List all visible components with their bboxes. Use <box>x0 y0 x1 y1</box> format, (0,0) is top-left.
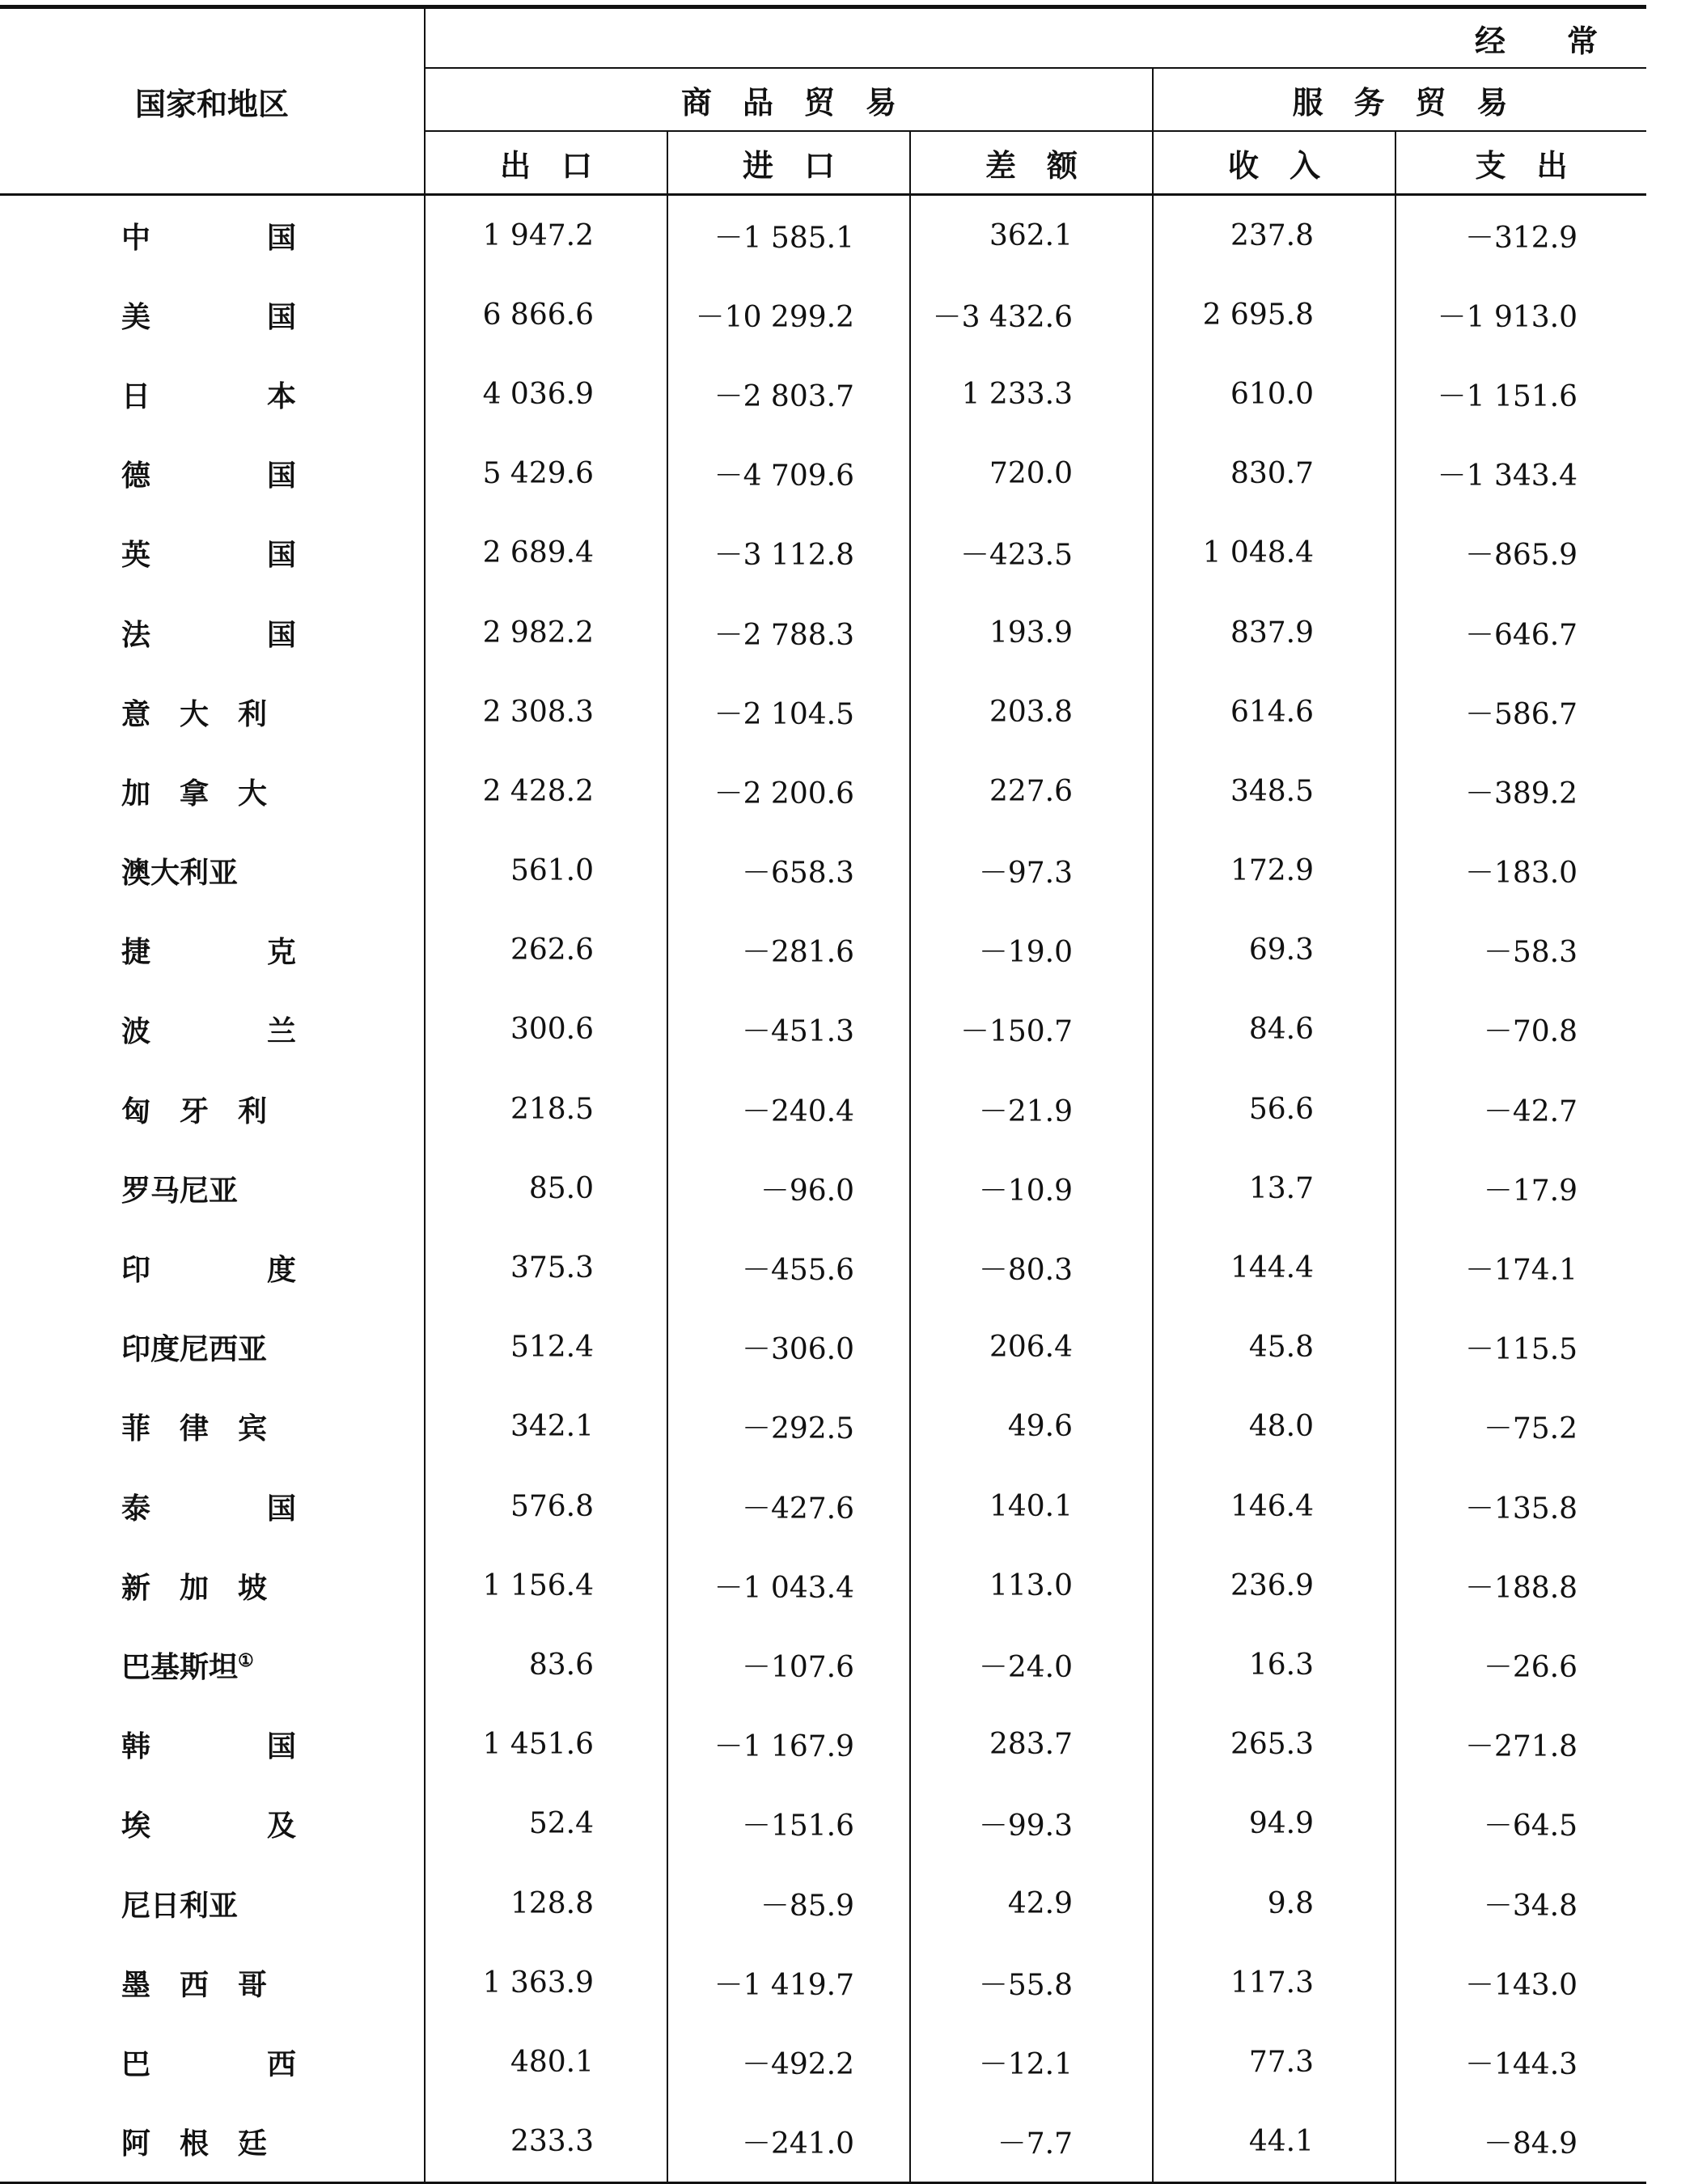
expense-value: －865.9 <box>1464 539 1578 573</box>
country-name <box>0 2102 425 2183</box>
country-label: 巴基斯坦 <box>121 1649 239 1684</box>
balance-value: 49.6 <box>910 1387 1153 1467</box>
table-row <box>0 2102 1646 2183</box>
export-value: 218.5 <box>425 1069 667 1149</box>
country-label: 英 国 <box>121 538 297 573</box>
import-header: 进 口 <box>667 131 910 195</box>
balance-value: 203.8 <box>910 672 1153 751</box>
import-value: －281.6 <box>667 911 910 990</box>
country-name <box>0 1864 425 1943</box>
export-value: 2 428.2 <box>425 751 667 831</box>
country-label: 印 度 <box>121 1253 297 1288</box>
import-value: －10 299.2 <box>667 275 910 354</box>
import-value: －2 104.5 <box>667 672 910 751</box>
expense-value: －174.1 <box>1464 1254 1578 1288</box>
expense-value: －34.8 <box>1483 1889 1578 1923</box>
country-name <box>0 990 425 1069</box>
balance-value: －150.7 <box>910 990 1153 1069</box>
country-label: 墨 西 哥 <box>121 1967 268 2002</box>
income-value: 48.0 <box>1153 1387 1395 1467</box>
country-name <box>0 1308 425 1387</box>
expense-value: －1 343.4 <box>1437 459 1578 493</box>
country-label: 泰 国 <box>121 1491 297 1526</box>
table-row <box>0 1625 1646 1704</box>
income-value: 13.7 <box>1153 1149 1395 1228</box>
import-value: －241.0 <box>667 2102 910 2183</box>
expense-value: －188.8 <box>1464 1571 1578 1605</box>
import-value: －96.0 <box>667 1149 910 1228</box>
export-value: 1 363.9 <box>425 1943 667 2022</box>
export-value: 5 429.6 <box>425 434 667 514</box>
services-trade-header: 服 务 贸 易 <box>1153 68 1646 131</box>
export-value: 83.6 <box>425 1625 667 1704</box>
table-row <box>0 1308 1646 1387</box>
income-value: 236.9 <box>1153 1546 1395 1625</box>
balance-value: 42.9 <box>910 1864 1153 1943</box>
country-name <box>0 751 425 831</box>
balance-value: 227.6 <box>910 751 1153 831</box>
balance-value: －3 432.6 <box>910 275 1153 354</box>
income-value: 16.3 <box>1153 1625 1395 1704</box>
income-value: 84.6 <box>1153 990 1395 1069</box>
expense-value: －42.7 <box>1483 1094 1578 1128</box>
expense-value: －64.5 <box>1483 1809 1578 1843</box>
export-value: 6 866.6 <box>425 275 667 354</box>
country-label: 法 国 <box>121 617 297 652</box>
import-value: －3 112.8 <box>667 514 910 593</box>
import-value: －240.4 <box>667 1069 910 1149</box>
country-name <box>0 1228 425 1307</box>
expense-value: －586.7 <box>1464 697 1578 731</box>
export-value: 512.4 <box>425 1308 667 1387</box>
import-value: －2 200.6 <box>667 751 910 831</box>
country-label: 日 本 <box>121 379 297 413</box>
country-name <box>0 672 425 751</box>
country-label: 德 国 <box>121 459 297 493</box>
income-value: 144.4 <box>1153 1228 1395 1307</box>
footnote-marker: ① <box>238 1649 254 1671</box>
table-row <box>0 514 1646 593</box>
table-row <box>0 990 1646 1069</box>
balance-value: －19.0 <box>910 911 1153 990</box>
import-value: －455.6 <box>667 1228 910 1307</box>
country-label: 韩 国 <box>121 1729 297 1764</box>
country-name <box>0 1625 425 1704</box>
table-row <box>0 1943 1646 2022</box>
income-value: 94.9 <box>1153 1784 1395 1864</box>
income-value: 117.3 <box>1153 1943 1395 2022</box>
goods-trade-header: 商 品 贸 易 <box>425 68 1153 131</box>
income-value: 172.9 <box>1153 832 1395 911</box>
income-value: 44.1 <box>1153 2102 1395 2183</box>
country-label: 波 兰 <box>121 1014 297 1049</box>
table-row <box>0 434 1646 514</box>
import-value: －151.6 <box>667 1784 910 1864</box>
import-value: －451.3 <box>667 990 910 1069</box>
import-value: －85.9 <box>667 1864 910 1943</box>
balance-value: 1 233.3 <box>910 354 1153 434</box>
import-value: －2 788.3 <box>667 593 910 672</box>
expense-value: －115.5 <box>1464 1333 1578 1367</box>
expense-value: －1 913.0 <box>1437 300 1578 334</box>
import-value: －492.2 <box>667 2022 910 2101</box>
import-value: －4 709.6 <box>667 434 910 514</box>
balance-value: 362.1 <box>910 195 1153 276</box>
expense-value: －389.2 <box>1464 777 1578 811</box>
country-name <box>0 1784 425 1864</box>
expense-value: －70.8 <box>1483 1015 1578 1049</box>
country-name <box>0 434 425 514</box>
export-value: 2 689.4 <box>425 514 667 593</box>
expense-value: －17.9 <box>1483 1174 1578 1208</box>
country-label: 意 大 利 <box>121 696 268 731</box>
table-row <box>0 354 1646 434</box>
country-label: 印度尼西亚 <box>121 1332 268 1367</box>
import-value: －2 803.7 <box>667 354 910 434</box>
import-value: －1 419.7 <box>667 1943 910 2022</box>
country-label: 澳大利亚 <box>121 856 239 891</box>
expense-value: －58.3 <box>1483 936 1578 970</box>
balance-value: －21.9 <box>910 1069 1153 1149</box>
import-value: －1 167.9 <box>667 1705 910 1784</box>
expense-value: －1 151.6 <box>1437 379 1578 413</box>
income-value: 265.3 <box>1153 1705 1395 1784</box>
balance-value: －423.5 <box>910 514 1153 593</box>
table-row <box>0 1784 1646 1864</box>
income-value: 69.3 <box>1153 911 1395 990</box>
expense-value: －271.8 <box>1464 1730 1578 1764</box>
country-label: 新 加 坡 <box>121 1570 268 1605</box>
table-row <box>0 195 1646 276</box>
country-column-header: 国家和地区 <box>0 7 425 195</box>
import-value: －658.3 <box>667 832 910 911</box>
export-value: 480.1 <box>425 2022 667 2101</box>
export-header: 出 口 <box>425 131 667 195</box>
balance-value: －24.0 <box>910 1625 1153 1704</box>
country-name <box>0 195 425 276</box>
balance-value: 720.0 <box>910 434 1153 514</box>
country-name <box>0 354 425 434</box>
income-value: 1 048.4 <box>1153 514 1395 593</box>
country-name <box>0 911 425 990</box>
income-header: 收 入 <box>1153 131 1395 195</box>
expense-value: －143.0 <box>1464 1968 1578 2002</box>
expense-value: －75.2 <box>1483 1412 1578 1446</box>
expense-value: －144.3 <box>1464 2047 1578 2081</box>
export-value: 342.1 <box>425 1387 667 1467</box>
table-row <box>0 832 1646 911</box>
country-label: 阿 根 廷 <box>121 2127 268 2161</box>
country-name <box>0 1387 425 1467</box>
export-value: 4 036.9 <box>425 354 667 434</box>
table-row <box>0 1149 1646 1228</box>
export-value: 2 982.2 <box>425 593 667 672</box>
table-row <box>0 1069 1646 1149</box>
income-value: 837.9 <box>1153 593 1395 672</box>
export-value: 2 308.3 <box>425 672 667 751</box>
balance-value: －12.1 <box>910 2022 1153 2101</box>
country-label: 埃 及 <box>121 1809 297 1843</box>
expense-header: 支 出 <box>1395 131 1646 195</box>
income-value: 348.5 <box>1153 751 1395 831</box>
current-account-header: 经 常 <box>425 7 1646 69</box>
export-value: 1 451.6 <box>425 1705 667 1784</box>
balance-value: －99.3 <box>910 1784 1153 1864</box>
table-row <box>0 1387 1646 1467</box>
table-row <box>0 911 1646 990</box>
import-value: －1 043.4 <box>667 1546 910 1625</box>
expense-value: －26.6 <box>1483 1650 1578 1684</box>
income-value: 237.8 <box>1153 195 1395 276</box>
balance-value: 113.0 <box>910 1546 1153 1625</box>
balance-value: －7.7 <box>910 2102 1153 2183</box>
income-value: 56.6 <box>1153 1069 1395 1149</box>
expense-value: －84.9 <box>1395 2102 1646 2183</box>
table-row <box>0 751 1646 831</box>
import-value: －427.6 <box>667 1467 910 1546</box>
country-label: 菲 律 宾 <box>121 1412 268 1446</box>
country-name <box>0 275 425 354</box>
country-label: 尼日利亚 <box>121 1888 239 1923</box>
export-value: 1 156.4 <box>425 1546 667 1625</box>
export-value: 128.8 <box>425 1864 667 1943</box>
country-label: 巴 西 <box>121 2046 297 2081</box>
country-label: 美 国 <box>121 299 297 334</box>
balance-value: －97.3 <box>910 832 1153 911</box>
balance-value: 140.1 <box>910 1467 1153 1546</box>
country-name <box>0 593 425 672</box>
table-row <box>0 1467 1646 1546</box>
balance-value: 193.9 <box>910 593 1153 672</box>
country-label: 捷 克 <box>121 935 297 970</box>
income-value: 830.7 <box>1153 434 1395 514</box>
table-row <box>0 672 1646 751</box>
country-name <box>0 1467 425 1546</box>
income-value: 2 695.8 <box>1153 275 1395 354</box>
country-label: 加 拿 大 <box>121 776 268 811</box>
export-value: 52.4 <box>425 1784 667 1864</box>
country-label: 罗马尼亚 <box>121 1173 239 1208</box>
income-value: 146.4 <box>1153 1467 1395 1546</box>
import-value: －1 585.1 <box>667 195 910 276</box>
expense-value: －646.7 <box>1464 618 1578 652</box>
export-value: 1 947.2 <box>425 195 667 276</box>
country-name <box>0 1943 425 2022</box>
country-name <box>0 1546 425 1625</box>
country-name <box>0 514 425 593</box>
expense-value: －312.9 <box>1464 221 1578 255</box>
table-row <box>0 1228 1646 1307</box>
country-name <box>0 2022 425 2101</box>
table-row <box>0 275 1646 354</box>
balance-of-payments-table <box>0 5 1646 2184</box>
expense-value: －183.0 <box>1464 857 1578 891</box>
income-value: 9.8 <box>1153 1864 1395 1943</box>
export-value: 300.6 <box>425 990 667 1069</box>
balance-value: －80.3 <box>910 1228 1153 1307</box>
import-value: －306.0 <box>667 1308 910 1387</box>
table-row <box>0 1705 1646 1784</box>
table-row <box>0 2022 1646 2101</box>
income-value: 45.8 <box>1153 1308 1395 1387</box>
export-value: 233.3 <box>425 2102 667 2183</box>
balance-value: －55.8 <box>910 1943 1153 2022</box>
export-value: 561.0 <box>425 832 667 911</box>
country-label: 中 国 <box>121 220 297 255</box>
country-name <box>0 1149 425 1228</box>
balance-header: 差 额 <box>910 131 1153 195</box>
country-name <box>0 832 425 911</box>
table-row <box>0 593 1646 672</box>
export-value: 375.3 <box>425 1228 667 1307</box>
export-value: 85.0 <box>425 1149 667 1228</box>
country-name <box>0 1069 425 1149</box>
expense-value: －135.8 <box>1464 1492 1578 1526</box>
export-value: 262.6 <box>425 911 667 990</box>
import-value: －107.6 <box>667 1625 910 1704</box>
table-row <box>0 1864 1646 1943</box>
country-label: 匈 牙 利 <box>121 1094 268 1128</box>
balance-value: 206.4 <box>910 1308 1153 1387</box>
income-value: 614.6 <box>1153 672 1395 751</box>
country-name <box>0 1705 425 1784</box>
table-body <box>0 195 1646 2183</box>
export-value: 576.8 <box>425 1467 667 1546</box>
import-value: －292.5 <box>667 1387 910 1467</box>
income-value: 77.3 <box>1153 2022 1395 2101</box>
income-value: 610.0 <box>1153 354 1395 434</box>
balance-value: 283.7 <box>910 1705 1153 1784</box>
table-row <box>0 1546 1646 1625</box>
balance-value: －10.9 <box>910 1149 1153 1228</box>
